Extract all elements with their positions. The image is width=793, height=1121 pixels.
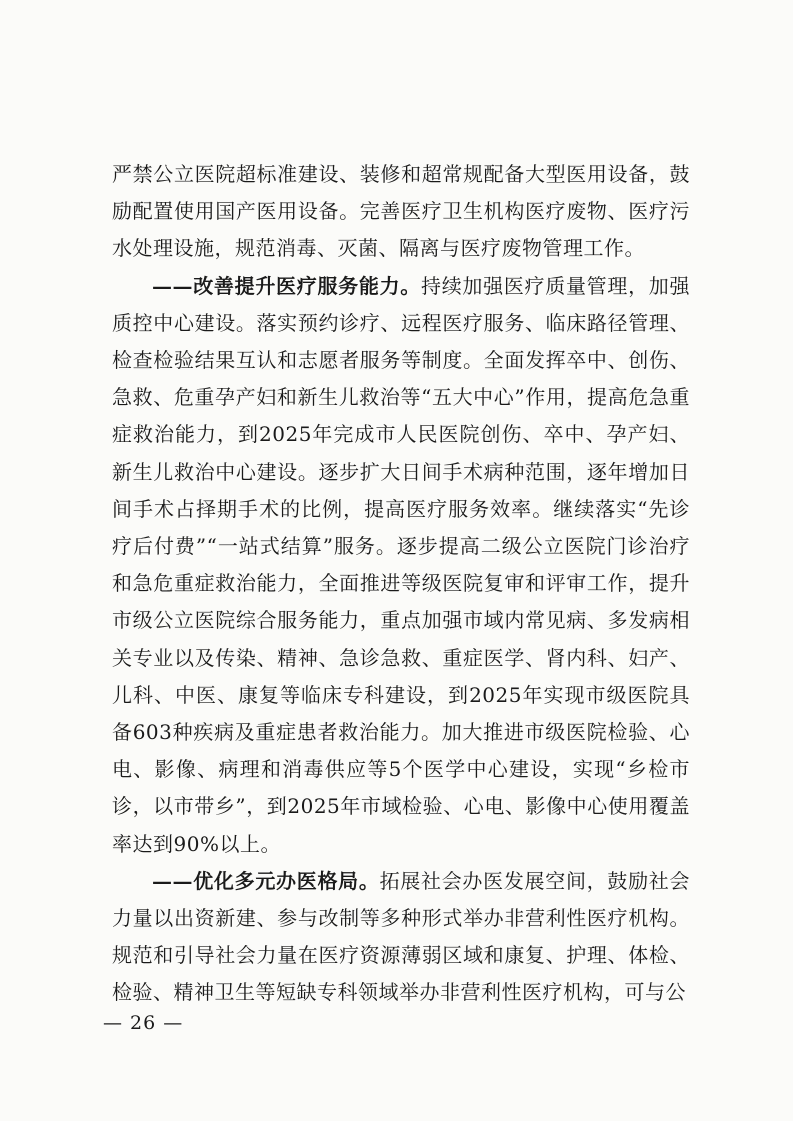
page-number: — 26 — (103, 1012, 184, 1034)
paragraph-text: 拓展社会办医发展空间，鼓励社会力量以出资新建、参与改制等多种形式举办非营利性医疗机构。规范和引导社会力量在医疗资源薄弱区域和康复、护理、体检、检验、精神卫生等短缺专科领域举办非营利性医疗机构，可与公 (112, 868, 691, 1005)
paragraph-text: 严禁公立医院超标准建设、装修和超常规配备大型医用设备，鼓励配置使用国产医用设备。完善医疗卫生机构医疗废物、医疗污水处理设施，规范消毒、灭菌、隔离与医疗废物管理工作。 (112, 162, 690, 261)
paragraph-diversified (112, 863, 690, 1012)
paragraph-medical-service (112, 268, 690, 863)
section-heading: ——改善提升医疗服务能力。 (152, 273, 421, 298)
paragraph-equipment (112, 156, 690, 268)
section-heading: ——优化多元办医格局。 (152, 868, 380, 893)
paragraph-text: 持续加强医疗质量管理，加强质控中心建设。落实预约诊疗、远程医疗服务、临床路径管理、检查检验结果互认和志愿者服务等制度。全面发挥卒中、创伤、急救、危重孕产妇和新生儿救治等“五大中心”作用，提高危急重症救治能力，到2025年完成市人民医院创伤、卒中、孕产妇、新生儿救治中心建设。逐步扩大日间手术病种范围，逐年增加日间手术占择期手术的比例，提高医疗服务效率。继续落实“先诊疗后付费”“一站式结算”服务。逐步提高二级公立医院门诊治疗和急危重症救治能力，全面推进等级医院复审和评审工作，提升市级公立医院综合服务能力，重点加强市域内常见病、多发病相关专业以及传染、精神、急诊急救、重症医学、肾内科、妇产、儿科、中医、康复等临床专科建设，到2025年实现市级医院具备603种疾病及重症患者救治能力。加大推进市级医院检验、心电、影像、病理和消毒供应等5个医学中心建设，实现“乡检市诊，以市带乡”，到2025年市域检验、心电、影像中心使用覆盖率达到90%以上。 (112, 273, 690, 856)
body-text (112, 156, 690, 1012)
